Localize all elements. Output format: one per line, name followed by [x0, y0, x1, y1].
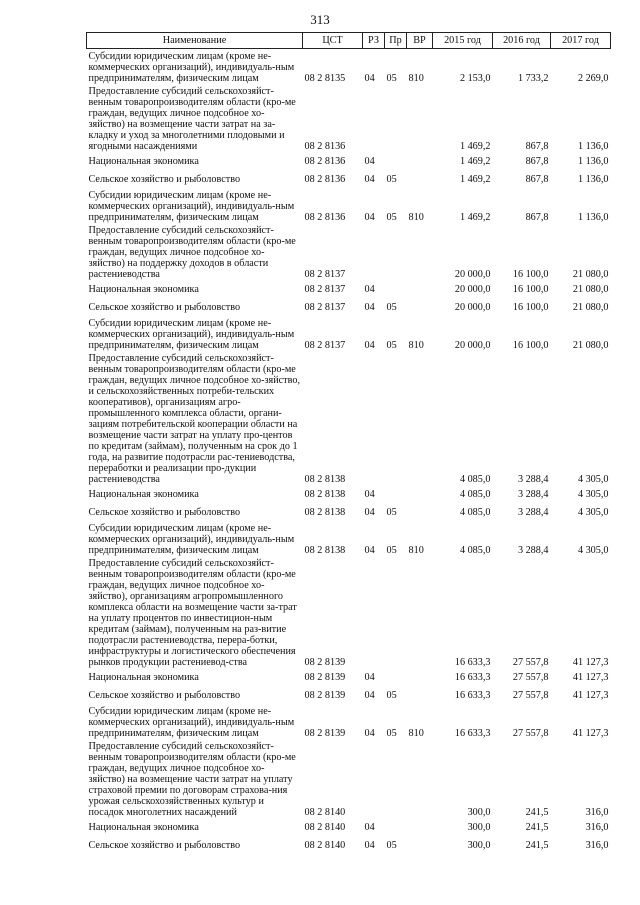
cell-rz: 04 — [364, 728, 375, 739]
table-row — [87, 503, 611, 521]
cell-cst: 08 2 8139 — [304, 728, 346, 739]
cell-pr — [385, 556, 407, 668]
cell-2017: 1 136,0 — [577, 212, 609, 223]
cell-2017: 41 127,3 — [572, 728, 609, 739]
cell-name: Предоставление субсидий сельскохозяйст-венным товаропроизводителям области (кро-ме граждан, ведущих личное подсобное хо-зяйство) на возмещение части затрат на уплату страховой премии по договорам страхова-ния урожая сельскохозяйственных культур и посадок многолетних насаждений — [88, 741, 296, 818]
cell-cst: 08 2 8140 — [304, 807, 346, 818]
cell-pr: 05 — [386, 73, 397, 84]
cell-vr — [407, 223, 433, 280]
cell-vr — [407, 485, 433, 503]
cell-2016: 27 557,8 — [512, 672, 549, 683]
cell-2015: 300,0 — [467, 840, 491, 851]
cell-vr — [407, 170, 433, 188]
cell-2016: 27 557,8 — [512, 690, 549, 701]
cell-2017: 316,0 — [585, 840, 609, 851]
cell-2016: 27 557,8 — [512, 657, 549, 668]
cell-rz: 04 — [364, 73, 375, 84]
cell-2015: 16 633,3 — [454, 657, 491, 668]
cell-2017: 1 136,0 — [577, 156, 609, 167]
table-row — [87, 686, 611, 704]
header-cst: ЦСТ — [303, 33, 363, 49]
cell-name: Предоставление субсидий сельскохозяйст-венным товаропроизводителям области (кро-ме граждан, ведущих личное подсобное хо-зяйство) на возмещение части затрат на за-кладку и уход за многолетними плодовыми и ягодными насаждениями — [88, 86, 296, 152]
cell-cst: 08 2 8138 — [304, 489, 346, 500]
cell-2016: 1 733,2 — [517, 73, 549, 84]
cell-2015: 4 085,0 — [459, 474, 491, 485]
cell-name: Сельское хозяйство и рыболовство — [88, 507, 241, 518]
cell-cst: 08 2 8136 — [304, 174, 346, 185]
table-row — [87, 84, 611, 152]
cell-vr — [407, 298, 433, 316]
cell-2016: 16 100,0 — [512, 302, 549, 313]
cell-vr: 810 — [408, 728, 424, 739]
cell-name: Субсидии юридическим лицам (кроме не-коммерческих организаций), индивидуаль-ным предпринимателям, физическим лицам — [88, 51, 295, 84]
cell-2016: 27 557,8 — [512, 728, 549, 739]
cell-name: Субсидии юридическим лицам (кроме не-коммерческих организаций), индивидуаль-ным предпринимателям, физическим лицам — [88, 706, 295, 739]
table-row — [87, 188, 611, 223]
cell-name: Сельское хозяйство и рыболовство — [88, 690, 241, 701]
header-name: Наименование — [87, 33, 303, 49]
cell-vr: 810 — [408, 212, 424, 223]
cell-2017: 21 080,0 — [572, 340, 609, 351]
cell-vr — [407, 280, 433, 298]
cell-pr: 05 — [386, 302, 397, 313]
cell-vr — [407, 739, 433, 818]
cell-rz: 04 — [364, 672, 375, 683]
cell-2016: 867,8 — [525, 141, 549, 152]
cell-2016: 241,5 — [525, 840, 549, 851]
cell-vr — [407, 668, 433, 686]
cell-2015: 20 000,0 — [454, 269, 491, 280]
cell-2016: 867,8 — [525, 174, 549, 185]
cell-2016: 3 288,4 — [517, 489, 549, 500]
cell-vr — [407, 818, 433, 836]
cell-rz — [363, 739, 385, 818]
cell-2017: 316,0 — [585, 807, 609, 818]
cell-name: Национальная экономика — [88, 284, 199, 295]
cell-pr: 05 — [386, 840, 397, 851]
table-row — [87, 152, 611, 170]
cell-cst: 08 2 8139 — [304, 672, 346, 683]
table-row — [87, 223, 611, 280]
cell-name: Предоставление субсидий сельскохозяйст-венным товаропроизводителям области (кро-ме граждан, ведущих личное подсобное хо-зяйство, и сельскохозяйственных потреби-тельских кооперативов), организациям агро-промышленного комплекса области, органи-зациям потребительской кооперации области на возмещение части затрат на уплату про-центов по кредитам (займам), полученным на срок до 1 года, на развитие подотрасли рас-тениеводства, переработки и реализации про-дукции растениеводства — [88, 353, 301, 485]
cell-pr — [385, 280, 407, 298]
cell-2017: 4 305,0 — [577, 545, 609, 556]
cell-2016: 3 288,4 — [517, 507, 549, 518]
table-row — [87, 351, 611, 485]
cell-rz: 04 — [364, 489, 375, 500]
cell-2016: 241,5 — [525, 822, 549, 833]
cell-2015: 4 085,0 — [459, 489, 491, 500]
cell-vr — [407, 351, 433, 485]
cell-cst: 08 2 8136 — [304, 156, 346, 167]
table-row — [87, 485, 611, 503]
cell-2017: 21 080,0 — [572, 284, 609, 295]
cell-name: Национальная экономика — [88, 156, 199, 167]
cell-2015: 1 469,2 — [459, 141, 491, 152]
cell-rz: 04 — [364, 302, 375, 313]
cell-rz: 04 — [364, 545, 375, 556]
cell-rz: 04 — [364, 340, 375, 351]
cell-cst: 08 2 8138 — [304, 545, 346, 556]
cell-pr — [385, 739, 407, 818]
cell-rz: 04 — [364, 840, 375, 851]
cell-2016: 867,8 — [525, 156, 549, 167]
cell-cst: 08 2 8137 — [304, 284, 346, 295]
header-2017: 2017 год — [551, 33, 611, 49]
cell-cst: 08 2 8138 — [304, 474, 346, 485]
cell-pr: 05 — [386, 174, 397, 185]
cell-name: Сельское хозяйство и рыболовство — [88, 302, 241, 313]
cell-rz — [363, 223, 385, 280]
cell-2017: 316,0 — [585, 822, 609, 833]
cell-2017: 21 080,0 — [572, 302, 609, 313]
cell-rz: 04 — [364, 690, 375, 701]
table-row — [87, 521, 611, 556]
table-row — [87, 739, 611, 818]
table-row — [87, 316, 611, 351]
cell-2015: 20 000,0 — [454, 302, 491, 313]
cell-vr — [407, 152, 433, 170]
cell-pr — [385, 223, 407, 280]
header-pr: Пр — [385, 33, 407, 49]
cell-2016: 241,5 — [525, 807, 549, 818]
cell-pr: 05 — [386, 728, 397, 739]
table-row — [87, 280, 611, 298]
cell-name: Предоставление субсидий сельскохозяйст-венным товаропроизводителям области (кро-ме граждан, ведущих личное подсобное хо-зяйство) на поддержку доходов в области растениеводства — [88, 225, 296, 280]
cell-cst: 08 2 8139 — [304, 657, 346, 668]
cell-name: Субсидии юридическим лицам (кроме не-коммерческих организаций), индивидуаль-ным предпринимателям, физическим лицам — [88, 523, 295, 556]
cell-2016: 16 100,0 — [512, 340, 549, 351]
cell-2015: 16 633,3 — [454, 672, 491, 683]
cell-2015: 16 633,3 — [454, 690, 491, 701]
table-row — [87, 818, 611, 836]
cell-2017: 4 305,0 — [577, 489, 609, 500]
cell-2017: 4 305,0 — [577, 474, 609, 485]
cell-name: Сельское хозяйство и рыболовство — [88, 174, 241, 185]
cell-vr: 810 — [408, 545, 424, 556]
cell-vr — [407, 503, 433, 521]
budget-table — [86, 32, 611, 854]
cell-2017: 4 305,0 — [577, 507, 609, 518]
header-rz: РЗ — [363, 33, 385, 49]
cell-2015: 20 000,0 — [454, 284, 491, 295]
cell-2015: 300,0 — [467, 822, 491, 833]
header-2016: 2016 год — [493, 33, 551, 49]
cell-rz: 04 — [364, 156, 375, 167]
cell-name: Национальная экономика — [88, 489, 199, 500]
cell-2015: 1 469,2 — [459, 156, 491, 167]
cell-2017: 41 127,3 — [572, 672, 609, 683]
cell-name: Сельское хозяйство и рыболовство — [88, 840, 241, 851]
cell-2016: 3 288,4 — [517, 474, 549, 485]
page-number: 313 — [310, 12, 330, 27]
cell-pr — [385, 485, 407, 503]
cell-2015: 4 085,0 — [459, 545, 491, 556]
cell-2016: 867,8 — [525, 212, 549, 223]
cell-vr: 810 — [408, 340, 424, 351]
table-row — [87, 836, 611, 854]
cell-cst: 08 2 8137 — [304, 302, 346, 313]
table-row — [87, 668, 611, 686]
cell-2015: 2 153,0 — [459, 73, 491, 84]
cell-cst: 08 2 8135 — [304, 73, 346, 84]
cell-cst: 08 2 8137 — [304, 269, 346, 280]
table-row — [87, 170, 611, 188]
header-2015: 2015 год — [433, 33, 493, 49]
cell-rz: 04 — [364, 284, 375, 295]
cell-2016: 3 288,4 — [517, 545, 549, 556]
cell-cst: 08 2 8139 — [304, 690, 346, 701]
table-row — [87, 298, 611, 316]
cell-cst: 08 2 8140 — [304, 840, 346, 851]
cell-rz: 04 — [364, 174, 375, 185]
cell-2015: 1 469,2 — [459, 212, 491, 223]
cell-2015: 4 085,0 — [459, 507, 491, 518]
cell-name: Субсидии юридическим лицам (кроме не-коммерческих организаций), индивидуаль-ным предпринимателям, физическим лицам — [88, 318, 295, 351]
cell-2015: 16 633,3 — [454, 728, 491, 739]
cell-2017: 21 080,0 — [572, 269, 609, 280]
cell-pr: 05 — [386, 212, 397, 223]
cell-cst: 08 2 8136 — [304, 141, 346, 152]
cell-name: Предоставление субсидий сельскохозяйст-венным товаропроизводителям области (кро-ме граждан, ведущих личное подсобное хо-зяйство), организациям агропромышленного комплекса области на возмещение части за-трат на уплату процентов по инвестицион-ным кредитам (займам), полученным на раз-витие подотрасли растениеводства, перера-ботки, инфраструктуры и логистического обеспечения рынков продукции растениевод-ства — [88, 558, 297, 668]
table-row — [87, 556, 611, 668]
cell-vr: 810 — [408, 73, 424, 84]
cell-pr: 05 — [386, 507, 397, 518]
cell-vr — [407, 84, 433, 152]
cell-pr — [385, 84, 407, 152]
cell-pr — [385, 351, 407, 485]
cell-rz: 04 — [364, 212, 375, 223]
cell-vr — [407, 556, 433, 668]
cell-vr — [407, 836, 433, 854]
cell-pr: 05 — [386, 690, 397, 701]
cell-rz — [363, 556, 385, 668]
cell-2016: 16 100,0 — [512, 269, 549, 280]
cell-vr — [407, 686, 433, 704]
cell-pr: 05 — [386, 340, 397, 351]
cell-name: Субсидии юридическим лицам (кроме не-коммерческих организаций), индивидуаль-ным предпринимателям, физическим лицам — [88, 190, 295, 223]
cell-pr: 05 — [386, 545, 397, 556]
cell-name: Национальная экономика — [88, 672, 199, 683]
cell-2017: 41 127,3 — [572, 690, 609, 701]
cell-2017: 1 136,0 — [577, 141, 609, 152]
cell-2017: 1 136,0 — [577, 174, 609, 185]
cell-2017: 41 127,3 — [572, 657, 609, 668]
table-row — [87, 49, 611, 85]
cell-cst: 08 2 8138 — [304, 507, 346, 518]
cell-pr — [385, 818, 407, 836]
cell-rz: 04 — [364, 507, 375, 518]
cell-2015: 20 000,0 — [454, 340, 491, 351]
table-body — [87, 49, 611, 855]
cell-cst: 08 2 8140 — [304, 822, 346, 833]
cell-2015: 1 469,2 — [459, 174, 491, 185]
cell-rz — [363, 351, 385, 485]
cell-rz — [363, 84, 385, 152]
table-header-row — [87, 33, 611, 49]
cell-cst: 08 2 8136 — [304, 212, 346, 223]
cell-pr — [385, 668, 407, 686]
cell-2015: 300,0 — [467, 807, 491, 818]
cell-2016: 16 100,0 — [512, 284, 549, 295]
cell-cst: 08 2 8137 — [304, 340, 346, 351]
header-vr: ВР — [407, 33, 433, 49]
cell-pr — [385, 152, 407, 170]
cell-rz: 04 — [364, 822, 375, 833]
cell-name: Национальная экономика — [88, 822, 199, 833]
table-row — [87, 704, 611, 739]
cell-2017: 2 269,0 — [577, 73, 609, 84]
